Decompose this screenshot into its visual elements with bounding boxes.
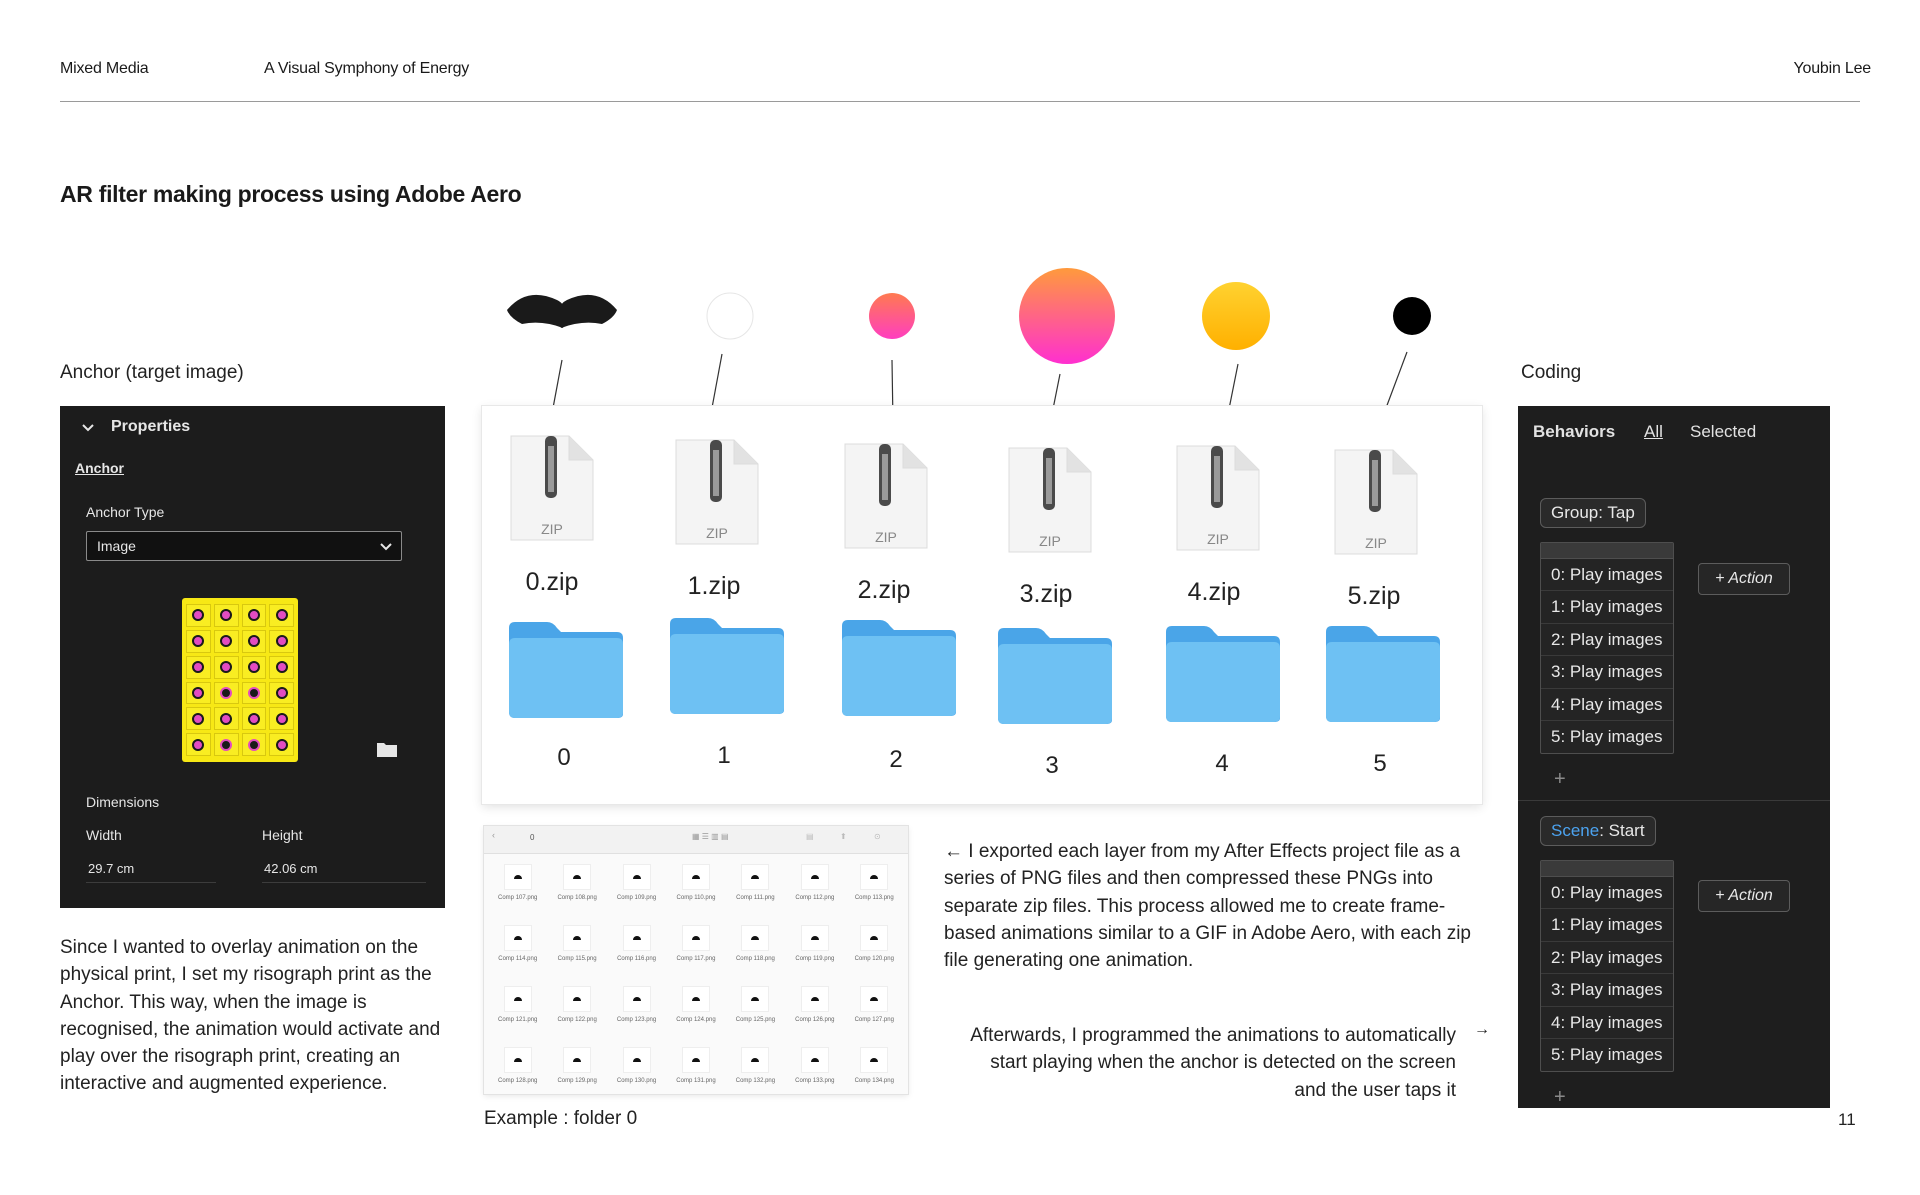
- share-icon[interactable]: ⬆: [840, 832, 847, 841]
- filter-selected-tab[interactable]: Selected: [1690, 422, 1757, 441]
- svg-text:ZIP: ZIP: [1039, 533, 1061, 549]
- group-trigger-tap[interactable]: Group: Tap: [1540, 498, 1646, 528]
- png-file-name: Comp 122.png: [557, 1017, 597, 1023]
- png-file-item[interactable]: [666, 980, 725, 1041]
- folder-name[interactable]: 5: [1373, 750, 1387, 777]
- group-icon[interactable]: ▤: [806, 832, 814, 841]
- chevron-down-icon[interactable]: [80, 420, 96, 436]
- png-file-name: Comp 107.png: [498, 895, 538, 901]
- png-file-name: Comp 112.png: [795, 895, 835, 901]
- svg-text:ZIP: ZIP: [1207, 531, 1229, 547]
- group-action-list: [1540, 542, 1674, 754]
- png-file-name: Comp 117.png: [676, 956, 716, 962]
- png-file-name: Comp 109.png: [616, 895, 657, 901]
- png-file-item[interactable]: [726, 919, 785, 980]
- folder-icon[interactable]: [1324, 624, 1442, 724]
- zip-file-name[interactable]: 2.zip: [857, 576, 911, 604]
- header-divider: [60, 101, 1860, 102]
- png-file-item[interactable]: [726, 1041, 785, 1094]
- png-thumbnail: [682, 1047, 710, 1073]
- png-file-name: Comp 125.png: [735, 1017, 776, 1023]
- finder-file-grid: [488, 858, 904, 1094]
- pink-circle-2: [869, 293, 915, 339]
- svg-text:ZIP: ZIP: [875, 529, 897, 545]
- finder-folder-name: 0: [530, 833, 535, 842]
- png-file-item[interactable]: [845, 1041, 904, 1094]
- zip-icon[interactable]: [674, 438, 760, 546]
- anchor-description: Since I wanted to overlay animation on the physical print, I set my risograph print as the Anchor. This way, when the image is recognised, the animation would activate and play over the risograph print, creating an interactive and augmented experience.: [60, 937, 441, 1095]
- png-thumbnail: [682, 864, 710, 890]
- png-thumbnail: [563, 864, 591, 890]
- png-thumbnail: [741, 986, 769, 1012]
- chevron-down-icon: [379, 540, 393, 554]
- behaviors-title: Behaviors: [1533, 422, 1616, 441]
- png-file-item[interactable]: [666, 858, 725, 919]
- zip-icon[interactable]: [1007, 446, 1093, 554]
- png-file-item[interactable]: [547, 919, 606, 980]
- black-circle-5: [1393, 297, 1431, 335]
- zip-file-name[interactable]: 5.zip: [1347, 582, 1401, 610]
- zip-icon[interactable]: [509, 434, 595, 542]
- png-file-item[interactable]: [726, 980, 785, 1041]
- scene-trigger-start[interactable]: Scene: Start: [1540, 816, 1656, 846]
- finder-window: [484, 826, 908, 1094]
- page-title: AR filter making process using Adobe Aero: [60, 181, 522, 207]
- files-panel: [482, 406, 1482, 804]
- png-thumbnail: [563, 1047, 591, 1073]
- right-arrow-icon: →: [1474, 1021, 1490, 1038]
- folder-icon[interactable]: [507, 620, 625, 720]
- folder-name[interactable]: 2: [889, 746, 903, 773]
- play-images-action[interactable]: 2: Play images: [1541, 624, 1673, 656]
- png-file-item[interactable]: [785, 919, 844, 980]
- png-file-item[interactable]: [845, 980, 904, 1041]
- png-file-name: Comp 134.png: [854, 1078, 894, 1084]
- png-file-name: Comp 110.png: [676, 895, 716, 901]
- anchor-type-value: Image: [97, 538, 136, 554]
- folder-name[interactable]: 3: [1045, 752, 1059, 779]
- png-file-name: Comp 116.png: [617, 956, 657, 962]
- png-file-item[interactable]: [488, 919, 547, 980]
- png-file-name: Comp 113.png: [854, 895, 894, 901]
- png-thumbnail: [504, 1047, 532, 1073]
- png-thumbnail: [563, 925, 591, 951]
- action-icon[interactable]: ⊙: [874, 832, 881, 841]
- png-file-name: Comp 126.png: [795, 1017, 835, 1023]
- height-underline: [262, 882, 426, 883]
- png-file-name: Comp 129.png: [557, 1078, 597, 1084]
- png-thumbnail: [860, 925, 888, 951]
- svg-text:ZIP: ZIP: [706, 525, 728, 541]
- png-thumbnail: [682, 925, 710, 951]
- play-images-action[interactable]: 3: Play images: [1541, 656, 1673, 688]
- png-thumbnail: [623, 986, 651, 1012]
- png-file-item[interactable]: [607, 919, 666, 980]
- width-underline: [86, 882, 216, 883]
- add-action-button[interactable]: + Action: [1698, 880, 1790, 912]
- folder-name[interactable]: 1: [717, 742, 731, 769]
- png-thumbnail: [623, 925, 651, 951]
- png-thumbnail: [860, 1047, 888, 1073]
- png-file-name: Comp 130.png: [616, 1078, 657, 1084]
- png-file-item[interactable]: [666, 1041, 725, 1094]
- filter-all-tab[interactable]: All: [1644, 422, 1663, 441]
- png-thumbnail: [504, 864, 532, 890]
- folder-name[interactable]: 0: [557, 744, 571, 771]
- anchor-image-thumbnail: [182, 598, 298, 762]
- folder-icon[interactable]: [996, 626, 1114, 726]
- png-file-name: Comp 119.png: [795, 956, 835, 962]
- png-file-item[interactable]: [607, 980, 666, 1041]
- png-file-item[interactable]: [785, 1041, 844, 1094]
- png-thumbnail: [801, 1047, 829, 1073]
- yellow-circle-4: [1202, 282, 1270, 350]
- dimensions-label: Dimensions: [86, 794, 160, 810]
- zip-icon[interactable]: [843, 442, 929, 550]
- wing-shape-0: [507, 295, 617, 328]
- anchor-tab[interactable]: Anchor: [75, 460, 124, 476]
- png-thumbnail: [623, 1047, 651, 1073]
- page-number: 11: [1838, 1110, 1856, 1129]
- png-file-name: Comp 115.png: [557, 956, 597, 962]
- png-file-item[interactable]: [845, 858, 904, 919]
- png-file-name: Comp 133.png: [795, 1078, 835, 1084]
- anchor-type-select[interactable]: [86, 531, 402, 561]
- png-thumbnail: [801, 925, 829, 951]
- finder-toolbar: [484, 826, 908, 854]
- play-images-action[interactable]: 3: Play images: [1541, 974, 1673, 1006]
- png-file-name: Comp 121.png: [498, 1017, 538, 1023]
- anchor-section-label: Anchor (target image): [60, 362, 244, 383]
- png-thumbnail: [682, 986, 710, 1012]
- height-input[interactable]: 42.06 cm: [264, 861, 318, 876]
- png-file-name: Comp 124.png: [676, 1017, 716, 1023]
- back-icon[interactable]: ‹: [492, 830, 495, 840]
- folder-icon[interactable]: [840, 618, 958, 718]
- png-file-name: Comp 132.png: [735, 1078, 776, 1084]
- export-note: ← I exported each layer from my After Effects project file as a series of PNG files and then compressed these PNGs into separate zip files. This process allowed me to create frame-based animations similar to a GIF in Adobe Aero, with each zip file generating one animation.: [944, 841, 1471, 972]
- png-thumbnail: [801, 986, 829, 1012]
- view-icon[interactable]: ▦ ☰ ▥ ▤: [692, 832, 729, 841]
- png-file-item[interactable]: [726, 858, 785, 919]
- svg-text:ZIP: ZIP: [541, 521, 563, 537]
- zip-file-name[interactable]: 4.zip: [1187, 578, 1241, 606]
- zip-icon[interactable]: [1333, 448, 1419, 556]
- width-label: Width: [86, 827, 122, 843]
- program-note: Afterwards, I programmed the animations to automatically start playing when the anchor is detected on the screen and the user taps it: [970, 1025, 1456, 1101]
- add-icon[interactable]: +: [1554, 768, 1566, 790]
- play-images-action[interactable]: 0: Play images: [1541, 877, 1673, 909]
- play-images-action[interactable]: 1: Play images: [1541, 591, 1673, 623]
- png-thumbnail: [860, 986, 888, 1012]
- png-file-item[interactable]: [488, 980, 547, 1041]
- png-file-item[interactable]: [488, 1041, 547, 1094]
- finder-caption: Example : folder 0: [484, 1108, 638, 1129]
- panel-divider: [1518, 800, 1830, 801]
- zip-file-name[interactable]: 0.zip: [525, 568, 579, 596]
- zip-icon[interactable]: [1175, 444, 1261, 552]
- png-thumbnail: [504, 925, 532, 951]
- png-thumbnail: [741, 1047, 769, 1073]
- play-images-action[interactable]: 4: Play images: [1541, 689, 1673, 721]
- play-images-action[interactable]: 4: Play images: [1541, 1007, 1673, 1039]
- gradient-circle-3: [1019, 268, 1115, 364]
- folder-icon[interactable]: [1164, 624, 1282, 724]
- png-file-name: Comp 128.png: [498, 1078, 538, 1084]
- png-file-name: Comp 108.png: [557, 895, 597, 901]
- properties-panel: [60, 406, 445, 908]
- png-thumbnail: [860, 864, 888, 890]
- play-images-action[interactable]: 5: Play images: [1551, 1044, 1663, 1064]
- png-thumbnail: [741, 925, 769, 951]
- folder-name[interactable]: 4: [1215, 750, 1229, 777]
- png-file-item[interactable]: [547, 1041, 606, 1094]
- png-file-item[interactable]: [845, 919, 904, 980]
- png-file-name: Comp 120.png: [854, 956, 894, 962]
- zip-file-name[interactable]: 1.zip: [687, 572, 741, 600]
- png-file-name: Comp 131.png: [676, 1078, 716, 1084]
- png-file-name: Comp 123.png: [616, 1017, 657, 1023]
- width-input[interactable]: 29.7 cm: [88, 861, 135, 876]
- folder-icon[interactable]: [668, 616, 786, 716]
- header-project: A Visual Symphony of Energy: [264, 60, 470, 77]
- play-images-action[interactable]: 0: Play images: [1541, 559, 1673, 591]
- coding-section-label: Coding: [1521, 362, 1582, 383]
- png-file-item[interactable]: [547, 858, 606, 919]
- header-author: Youbin Lee: [1793, 60, 1871, 77]
- white-circle-1: [707, 293, 753, 339]
- png-file-item[interactable]: [607, 1041, 666, 1094]
- anchor-type-label: Anchor Type: [86, 504, 165, 520]
- height-label: Height: [262, 827, 303, 843]
- png-file-name: Comp 111.png: [736, 895, 775, 901]
- add-icon[interactable]: +: [1554, 1086, 1566, 1108]
- png-thumbnail: [801, 864, 829, 890]
- header-category: Mixed Media: [60, 60, 149, 77]
- play-images-action[interactable]: 2: Play images: [1541, 942, 1673, 974]
- png-file-item[interactable]: [785, 858, 844, 919]
- zip-file-name[interactable]: 3.zip: [1019, 580, 1073, 608]
- png-file-item[interactable]: [488, 858, 547, 919]
- png-file-item[interactable]: [785, 980, 844, 1041]
- scene-action-list: [1540, 860, 1674, 1072]
- png-file-item[interactable]: [547, 980, 606, 1041]
- png-file-name: Comp 118.png: [735, 956, 775, 962]
- behaviors-panel: [1518, 406, 1830, 1108]
- play-images-action[interactable]: 5: Play images: [1551, 726, 1663, 746]
- png-thumbnail: [504, 986, 532, 1012]
- png-file-item[interactable]: [666, 919, 725, 980]
- png-thumbnail: [563, 986, 591, 1012]
- svg-text:ZIP: ZIP: [1365, 535, 1387, 551]
- play-images-action[interactable]: 1: Play images: [1541, 909, 1673, 941]
- png-thumbnail: [623, 864, 651, 890]
- folder-icon[interactable]: [376, 740, 398, 758]
- add-action-button[interactable]: + Action: [1698, 563, 1790, 595]
- png-file-name: Comp 127.png: [854, 1017, 894, 1023]
- png-file-item[interactable]: [607, 858, 666, 919]
- png-thumbnail: [741, 864, 769, 890]
- properties-heading: Properties: [111, 418, 191, 435]
- png-file-name: Comp 114.png: [498, 956, 538, 962]
